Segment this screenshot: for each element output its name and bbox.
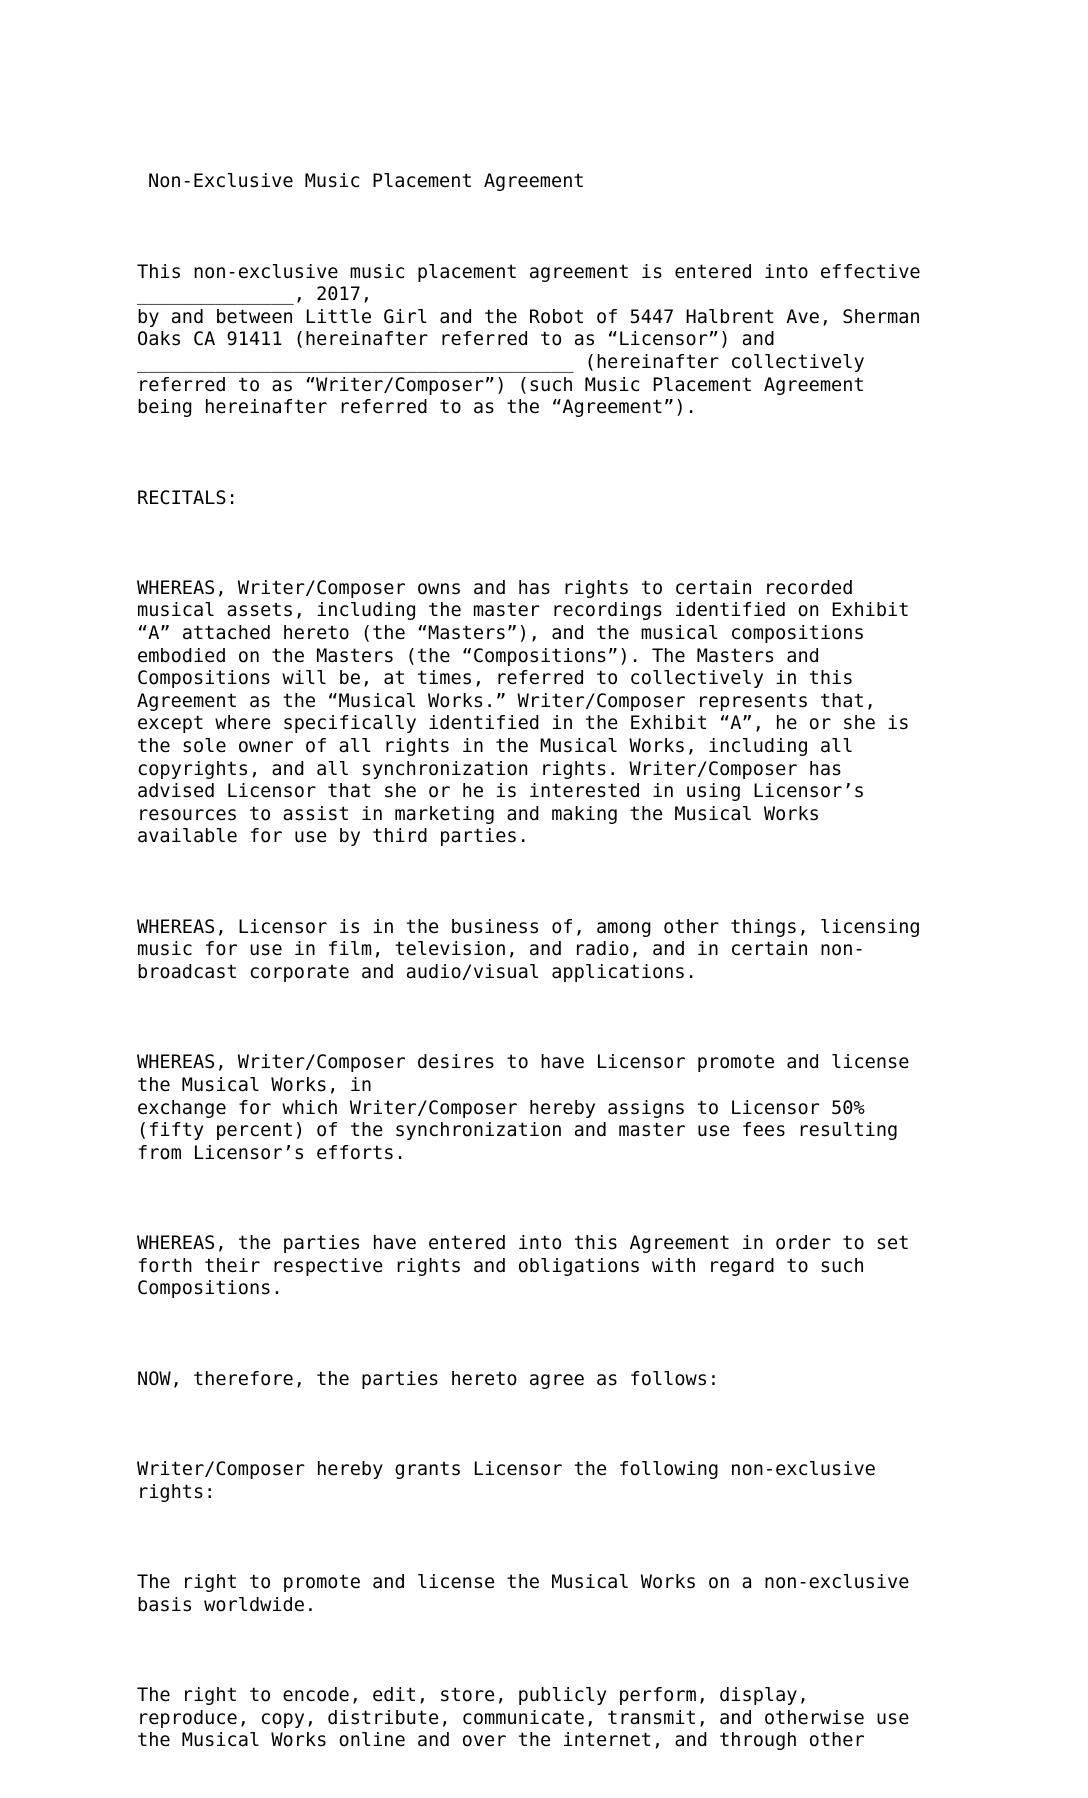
grant-paragraph: Writer/Composer hereby grants Licensor the following non-exclusive rights: bbox=[137, 1459, 876, 1503]
whereas-agreement-paragraph: WHEREAS, the parties have entered into this Agreement in order to set forth their respective rights and obligations with regard to such Compositions. bbox=[137, 1233, 910, 1300]
intro-paragraph: This non-exclusive music placement agreement is entered into effective ______________, 2017, by and between Little Girl and the Robot of 5447 Halbrent Ave, Sherman Oaks CA 91411 (hereinafter referred to as “Licensor”) and _______________________________________ (hereinafter collectively referred to as “Writer/Composer”) (such Music Placement Agreement being hereinafter referred to as the “Agreement”). bbox=[137, 261, 921, 419]
whereas-promotion-paragraph: WHEREAS, Writer/Composer desires to have Licensor promote and license the Musical Works, in exchange for which Writer/Composer hereby assigns to Licensor 50% (fifty percent) of the synchronization and master use fees resulting from Licensor’s efforts. bbox=[137, 1052, 910, 1164]
document-body bbox=[137, 126, 1037, 1798]
right-encode-paragraph: The right to encode, edit, store, publicly perform, display, reproduce, copy, distribute, communicate, transmit, and otherwise use the Musical Works online and over the internet, and through other bbox=[137, 1684, 910, 1752]
document-title: Non-Exclusive Music Placement Agreement bbox=[148, 171, 585, 193]
right-promote-paragraph: The right to promote and license the Musical Works on a non-exclusive basis worldwide. bbox=[137, 1572, 910, 1616]
recitals-heading: RECITALS: bbox=[137, 487, 238, 509]
whereas-licensor-business-paragraph: WHEREAS, Licensor is in the business of, among other things, licensing music for use in film, television, and radio, and in certain non- broadcast corporate and audio/visual applications. bbox=[137, 916, 921, 983]
now-therefore-paragraph: NOW, therefore, the parties hereto agree as follows: bbox=[137, 1368, 720, 1390]
whereas-ownership-paragraph: WHEREAS, Writer/Composer owns and has rights to certain recorded musical assets, including the master recordings identified on Exhibit “A” attached hereto (the “Masters”), and the musical compositions embodied on the Masters (the “Compositions”). The Masters and Compositions will be, at times, referred to collectively in this Agreement as the “Musical Works.” Writer/Composer represents that, except where specifically identified in the Exhibit “A”, he or she is the sole owner of all rights in the Musical Works, including all copyrights, and all synchronization rights. Writer/Composer has advised Licensor that she or he is interested in using Licensor’s resources to assist in marketing and making the Musical Works available for use by third parties. bbox=[137, 577, 910, 848]
